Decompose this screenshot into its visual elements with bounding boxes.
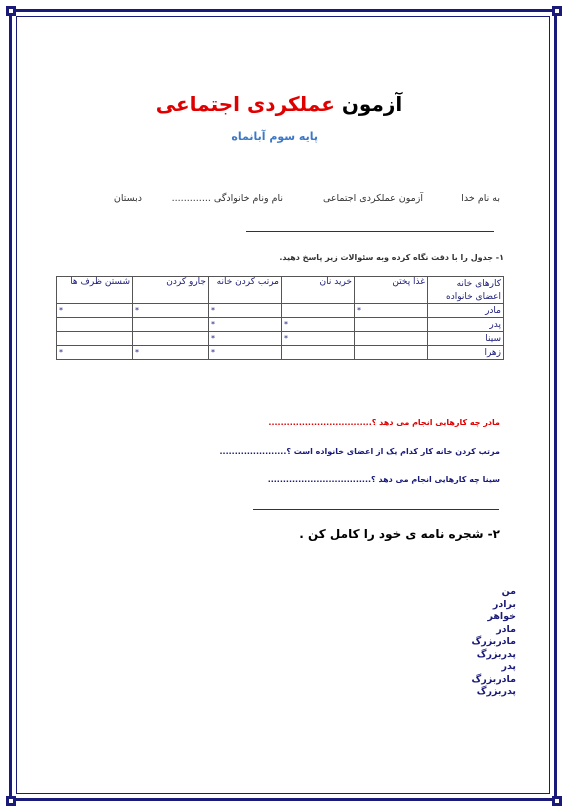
family-tree-item: پدربزرگ <box>476 686 516 697</box>
mark-cell <box>355 318 428 332</box>
table-row <box>57 346 504 360</box>
question-2: ۲- شجره نامه ی خود را کامل کن . <box>299 527 500 541</box>
sub-question-c: سینا چه کارهایی انجام می دهد ؟.................................. <box>267 475 500 484</box>
family-tree-item: پدربزرگ <box>476 648 516 660</box>
family-tree-item: برادر <box>492 598 516 610</box>
sub-question-b: مرتب کردن خانه کار کدام یک از اعضای خانواده است ؟...................... <box>219 447 500 456</box>
family-tree-item: خواهر <box>487 611 516 622</box>
mark-cell: * <box>57 346 133 360</box>
mark-cell: * <box>209 332 282 346</box>
school-text: دبستان <box>113 193 142 204</box>
mark-cell <box>133 332 209 346</box>
member-cell: مادر <box>428 304 504 318</box>
family-tree-item: پدر <box>501 661 516 672</box>
mark-cell: * <box>282 318 355 332</box>
mark-cell <box>282 346 355 360</box>
table-row <box>57 332 504 346</box>
table-header-row <box>57 277 504 291</box>
mark-cell: * <box>355 304 428 318</box>
family-tree-item: مادربزرگ <box>471 673 516 685</box>
family-tree-item: مادر <box>496 623 516 635</box>
table-corner-top: کارهای خانه <box>428 277 504 291</box>
question-1: ۱- جدول را با دقت نگاه کرده وبه سئوالات زیر پاسخ دهید. <box>279 253 504 262</box>
column-header: غذا پختن <box>355 277 428 304</box>
mark-cell: * <box>133 304 209 318</box>
family-tree-list <box>472 586 516 699</box>
chores-table <box>56 276 504 360</box>
mark-cell: * <box>209 304 282 318</box>
family-tree-item: مادربزرگ <box>471 636 516 647</box>
member-cell: سینا <box>428 332 504 346</box>
separator-line <box>253 509 499 510</box>
mark-cell <box>282 304 355 318</box>
title-part2: عملکردی اجتماعی <box>155 92 335 116</box>
bismillah-text: به نام خدا <box>461 193 500 204</box>
column-header: مرتب کردن خانه <box>209 277 282 304</box>
separator-line <box>246 231 494 232</box>
member-cell: زهرا <box>428 346 504 360</box>
column-header: جارو کردن <box>133 277 209 304</box>
page-title <box>0 92 568 116</box>
column-header: خرید نان <box>282 277 355 304</box>
mark-cell: * <box>133 346 209 360</box>
mark-cell: * <box>57 304 133 318</box>
column-header: شستن ظرف ها <box>57 277 133 304</box>
mark-cell: * <box>209 318 282 332</box>
student-name-field: نام ونام خانوادگی ............. <box>171 193 283 204</box>
title-part1: آزمون <box>341 92 403 116</box>
mark-cell <box>57 332 133 346</box>
mark-cell <box>57 318 133 332</box>
page-subtitle: پایه سوم آبانماه <box>231 130 318 143</box>
mark-cell <box>133 318 209 332</box>
mark-cell <box>355 346 428 360</box>
mark-cell: * <box>209 346 282 360</box>
exam-name-text: آزمون عملکردی اجتماعی <box>322 193 423 204</box>
mark-cell <box>355 332 428 346</box>
table-row <box>57 304 504 318</box>
member-cell: پدر <box>428 318 504 332</box>
family-tree-item: من <box>501 586 516 597</box>
table-row <box>57 318 504 332</box>
mark-cell: * <box>282 332 355 346</box>
table-corner-bottom: اعضای خانواده <box>428 290 504 304</box>
sub-question-a: مادر چه کارهایی انجام می دهد ؟.................................. <box>268 418 500 427</box>
